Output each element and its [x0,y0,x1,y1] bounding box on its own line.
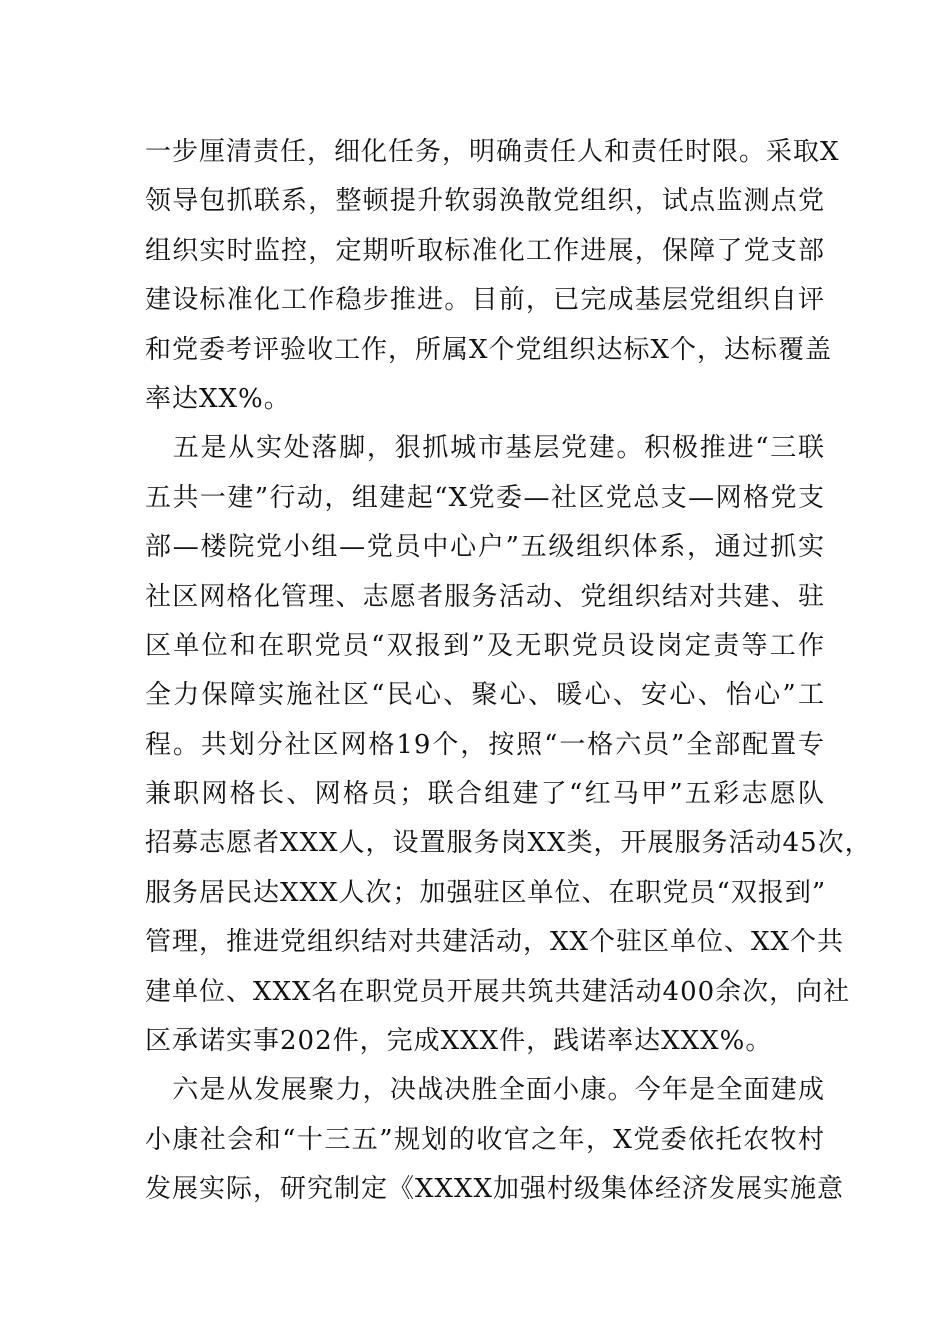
text-line: 发展实际，研究制定《XXXX加强村级集体经济发展实施意 [145,1174,845,1205]
text-line: 建设标准化工作稳步推进。目前，已完成基层党组织自评 [145,285,825,316]
text-line: 小康社会和“十三五”规划的收官之年，X党委依托农牧村 [145,1124,825,1155]
body-text [145,128,872,1215]
text-line: 组织实时监控，定期听取标准化工作进展，保障了党支部 [145,235,825,266]
text-line: 全力保障实施社区“民心、聚心、暖心、安心、怡心”工 [145,680,825,711]
text-line: 部—楼院党小组—党员中心户”五级组织体系，通过抓实 [145,532,825,563]
text-line: 五共一建”行动，组建起“X党委—社区党总支—网格党支 [145,482,825,513]
text-line: 招募志愿者XXX人，设置服务岗XX类，开展服务活动45次， [145,828,872,859]
text-line: 兼职网格长、网格员；联合组建了“红马甲”五彩志愿队 [145,779,825,810]
text-line: 一步厘清责任，细化任务，明确责任人和责任时限。采取X [145,137,840,167]
text-line: 社区网格化管理、志愿者服务活动、党组织结对共建、驻 [145,581,825,612]
text-line: 和党委考评验收工作，所属X个党组织达标X个，达标覆盖 [145,334,833,365]
text-line: 率达XX%。 [145,383,291,414]
text-line: 程。共划分社区网格19个，按照“一格六员”全部配置专 [145,729,825,760]
text-line: 六是从发展聚力，决战决胜全面小康。今年是全面建成 [145,1075,825,1106]
text-line: 区单位和在职党员“双报到”及无职党员设岗定责等工作 [145,630,825,661]
text-line: 建单位、XXX名在职党员开展共筑共建活动400余次，向社 [145,976,851,1007]
text-line: 五是从实处落脚，狠抓城市基层党建。积极推进“三联 [145,433,825,464]
text-line: 领导包抓联系，整顿提升软弱涣散党组织，试点监测点党 [145,186,825,217]
text-line: 服务居民达XXX人次；加强驻区单位、在职党员“双报到” [145,877,827,908]
text-line: 区承诺实事202件，完成XXX件，践诺率达XXX%。 [145,1026,773,1057]
text-line: 管理，推进党组织结对共建活动，XX个驻区单位、XX个共 [145,927,845,958]
